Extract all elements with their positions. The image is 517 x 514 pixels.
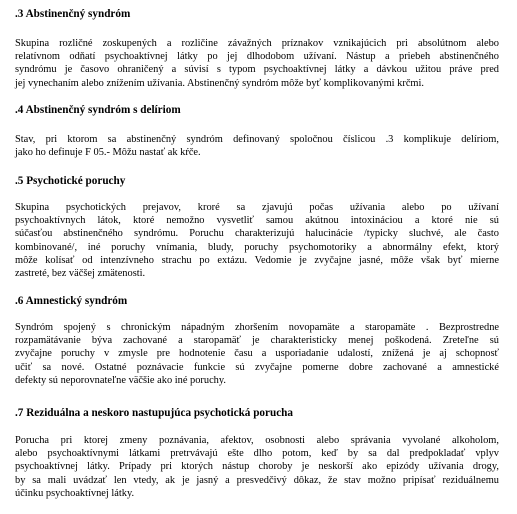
paragraph-line: rozpamätávanie býva zachované a staropamäť je charakteristicky menej poškodená. Zreteľne sú [15, 335, 499, 347]
paragraph-line: Stav, pri ktorom sa abstinenčný syndróm definovaný spoločnou číslicou .3 komplikuje delíriom, [15, 134, 499, 145]
paragraph-line: jako ho definuje F 05.- Môžu nastať ak kŕče. [15, 147, 201, 159]
paragraph-line: zvyčajne poruchy v zmysle pre hodnotenie času a usporiadanie udalostí, znížená je aj schopnosť [15, 348, 499, 360]
paragraph-line: súčasťou abstinenčného syndrómu. Poruchu charakterizujú halucinácie /typicky sluchvé, ale často [15, 228, 499, 240]
section-heading-4: .4 Abstinenčný syndróm s delíriom [15, 104, 181, 116]
paragraph-line: alebo psychoaktívnymi látkami pretrvávajú ešte dlho potom, keď by sa dal predpokladať vplyv [15, 448, 499, 460]
paragraph-line: Syndróm spojený s chronickým nápadným zhoršením novopamäte a staropamäte . Bezprostredne [15, 322, 499, 333]
section-paragraph-4 [15, 133, 499, 159]
paragraph-line: jej vynechaním alebo znížením užívania. Abstinenčný syndróm môže byť komplikovanými krčmi. [15, 77, 424, 89]
section-heading-6: .6 Amnestický syndróm [15, 295, 128, 307]
paragraph-line: defekty sú neporovnateľne väčšie ako iné poruchy. [15, 374, 226, 386]
paragraph-line: syndrómu je časovo ohraničený a súvisí s typom psychoaktívnej látky a dávkou užitou práve pred [15, 64, 499, 76]
section-paragraph-3 [15, 37, 499, 90]
section-paragraph-6 [15, 321, 499, 387]
section-paragraph-5 [15, 201, 499, 280]
paragraph-line: Porucha pri ktorej zmeny poznávania, afektov, osobnosti alebo správania vyvolané alkoholom, [15, 435, 499, 446]
paragraph-line: Skupina psychotických prejavov, kroré sa zjavujú počas užívania alebo po užívaní [15, 202, 499, 213]
paragraph-line: psychoaktívnych látok, ktoré nemožno vysvetliť samou akútnou intoxináciou a ktoré nie sú [15, 215, 499, 227]
section-heading-7: .7 Reziduálna a neskoro nastupujúca psychotická porucha [15, 407, 293, 419]
paragraph-line: účinku psychoaktívnej látky. [15, 487, 135, 499]
paragraph-line: zastreté, bez väčšej zmätenosti. [15, 268, 146, 280]
paragraph-line: môže kolísať od intenzívneho strachu po extázu. Vedomie je zvyčajne jasné, môže však byť mierne [15, 254, 499, 266]
section-paragraph-7 [15, 434, 499, 500]
paragraph-line: učiť sa nové. Ostatné poznávacie funkcie sú zvyčajne pomerne dobre zachované a amnestické [15, 361, 499, 373]
paragraph-line: kombinované/, iné poruchy vnímania, bludy, poruchy psychomotoriky a abnormálny efekt, ktorý [15, 241, 499, 253]
paragraph-line: relatívnom odňatí psychoaktívnej látky po jej dlhodobom užívaní. Nástup a priebeh abstinenčného [15, 51, 499, 63]
section-heading-5: .5 Psychotické poruchy [15, 175, 126, 187]
paragraph-line: Skupina rozličné zoskupených a rozličine závažných príznakov vznikajúcich pri absolútnom alebo [15, 38, 499, 49]
paragraph-line: by sa mali uvádzať len vtedy, ak je jasný a presvedčivý dôkaz, že stav možno pripísať reziduálnemu [15, 474, 499, 486]
section-heading-3: .3 Abstinenčný syndróm [15, 8, 131, 20]
paragraph-line: psychoaktívnej látky. Prípady pri ktorých nástup choroby je neskorší ako epizódy užívania drogy, [15, 461, 499, 473]
